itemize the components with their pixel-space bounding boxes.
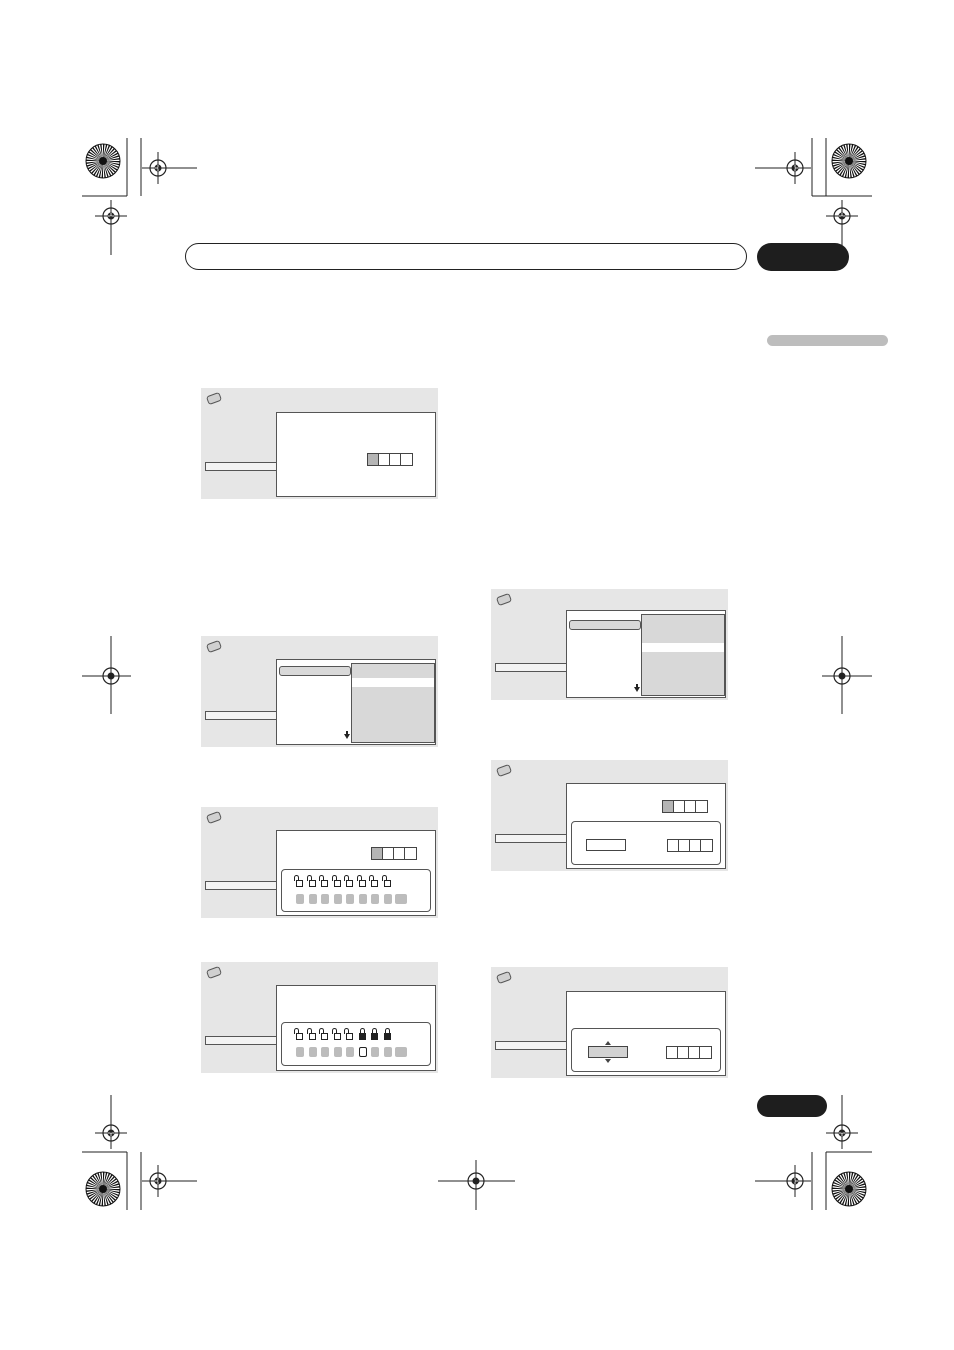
password-digit	[696, 801, 707, 812]
submenu-option-selected[interactable]	[642, 643, 724, 652]
disc-icon	[496, 971, 512, 984]
password-digit	[390, 454, 401, 465]
level-box	[281, 869, 431, 912]
level-box	[281, 1022, 431, 1066]
lock-icon	[309, 880, 316, 887]
level-chip	[309, 1047, 317, 1057]
lock-icon	[334, 880, 341, 887]
password-digit	[379, 454, 390, 465]
level-chip	[309, 894, 317, 904]
level-chip	[296, 894, 304, 904]
scroll-down-icon	[344, 734, 350, 739]
level-row	[295, 874, 409, 906]
menu-highlight-bar	[205, 462, 277, 471]
password-digit	[685, 801, 696, 812]
level-chip	[334, 1047, 342, 1057]
password-digit	[663, 801, 674, 812]
lock-icon	[346, 1033, 353, 1040]
password-digit	[701, 840, 712, 851]
new-password-box	[571, 821, 721, 865]
password-panel	[276, 412, 436, 497]
password-panel	[566, 783, 726, 869]
menu-highlight-bar	[495, 663, 567, 672]
osd-screen-level-locked	[201, 962, 438, 1073]
new-password-field[interactable]	[667, 839, 713, 852]
level-chip	[346, 894, 354, 904]
password-digit	[679, 840, 690, 851]
osd-screen-country-code	[491, 967, 728, 1078]
disc-icon	[496, 593, 512, 606]
scroll-down-icon	[634, 687, 640, 692]
menu-highlight-bar	[205, 1036, 277, 1045]
lock-icon	[384, 880, 391, 887]
selected-setting-row[interactable]	[279, 666, 351, 676]
password-digit	[401, 454, 412, 465]
lock-icon	[321, 880, 328, 887]
lock-icon	[371, 1033, 378, 1040]
lock-icon	[359, 880, 366, 887]
password-field[interactable]	[367, 453, 413, 466]
level-chip	[371, 1047, 379, 1057]
level-chip	[334, 894, 342, 904]
osd-screen-password-change	[491, 760, 728, 871]
password-field[interactable]	[371, 847, 417, 860]
code-digit	[667, 1047, 678, 1058]
password-digit	[383, 848, 394, 859]
password-digit	[394, 848, 405, 859]
lock-icon	[321, 1033, 328, 1040]
lock-icon	[296, 880, 303, 887]
code-digit	[700, 1047, 711, 1058]
options-submenu	[641, 614, 725, 696]
level-chip	[359, 1047, 367, 1057]
down-arrow-icon[interactable]	[605, 1059, 611, 1063]
menu-highlight-bar	[495, 1041, 567, 1050]
level-chip	[346, 1047, 354, 1057]
country-code-box	[571, 1028, 721, 1072]
page-number-tab	[757, 1095, 827, 1117]
password-digit	[668, 840, 679, 851]
level-chip	[384, 894, 392, 904]
sunburst-target-icon	[832, 144, 866, 178]
level-row	[295, 1027, 409, 1059]
password-digit	[690, 840, 701, 851]
menu-highlight-bar	[205, 881, 277, 890]
new-password-label-field	[586, 839, 626, 851]
password-digit	[405, 848, 416, 859]
level-chip	[321, 1047, 329, 1057]
disc-icon	[496, 764, 512, 777]
code-digit	[689, 1047, 700, 1058]
level-panel	[276, 985, 436, 1071]
disc-icon	[206, 640, 222, 653]
password-digit	[674, 801, 685, 812]
sunburst-target-icon	[86, 144, 120, 178]
level-panel	[276, 830, 436, 916]
level-chip	[384, 1047, 392, 1057]
osd-screen-level-select	[201, 807, 438, 918]
country-panel	[566, 991, 726, 1076]
country-code-field[interactable]	[666, 1046, 712, 1059]
level-chip	[371, 894, 379, 904]
chapter-title-bar	[185, 243, 747, 270]
level-chip	[395, 894, 407, 904]
language-tab	[767, 335, 888, 346]
chapter-number-tab	[757, 243, 849, 271]
osd-screen-menu-select-right	[491, 589, 728, 700]
menu-highlight-bar	[495, 834, 567, 843]
lock-icon	[359, 1033, 366, 1040]
lock-icon	[384, 1033, 391, 1040]
disc-icon	[206, 392, 222, 405]
up-arrow-icon[interactable]	[605, 1041, 611, 1045]
lock-icon	[309, 1033, 316, 1040]
code-digit	[678, 1047, 689, 1058]
settings-panel	[276, 659, 436, 745]
lock-icon	[346, 880, 353, 887]
lock-icon	[371, 880, 378, 887]
sunburst-target-icon	[832, 1172, 866, 1206]
options-submenu	[351, 663, 435, 743]
country-select-field[interactable]	[588, 1046, 628, 1058]
level-chip	[321, 894, 329, 904]
submenu-option-selected[interactable]	[352, 678, 434, 687]
password-digit	[368, 454, 379, 465]
sunburst-target-icon	[86, 1172, 120, 1206]
osd-screen-password-entry	[201, 388, 438, 499]
selected-setting-row[interactable]	[569, 620, 641, 630]
password-field[interactable]	[662, 800, 708, 813]
lock-icon	[296, 1033, 303, 1040]
settings-panel	[566, 610, 726, 698]
level-chip	[296, 1047, 304, 1057]
menu-highlight-bar	[205, 711, 277, 720]
osd-screen-menu-select	[201, 636, 438, 747]
lock-icon	[334, 1033, 341, 1040]
password-digit	[372, 848, 383, 859]
disc-icon	[206, 966, 222, 979]
disc-icon	[206, 811, 222, 824]
level-chip	[359, 894, 367, 904]
level-chip	[395, 1047, 407, 1057]
